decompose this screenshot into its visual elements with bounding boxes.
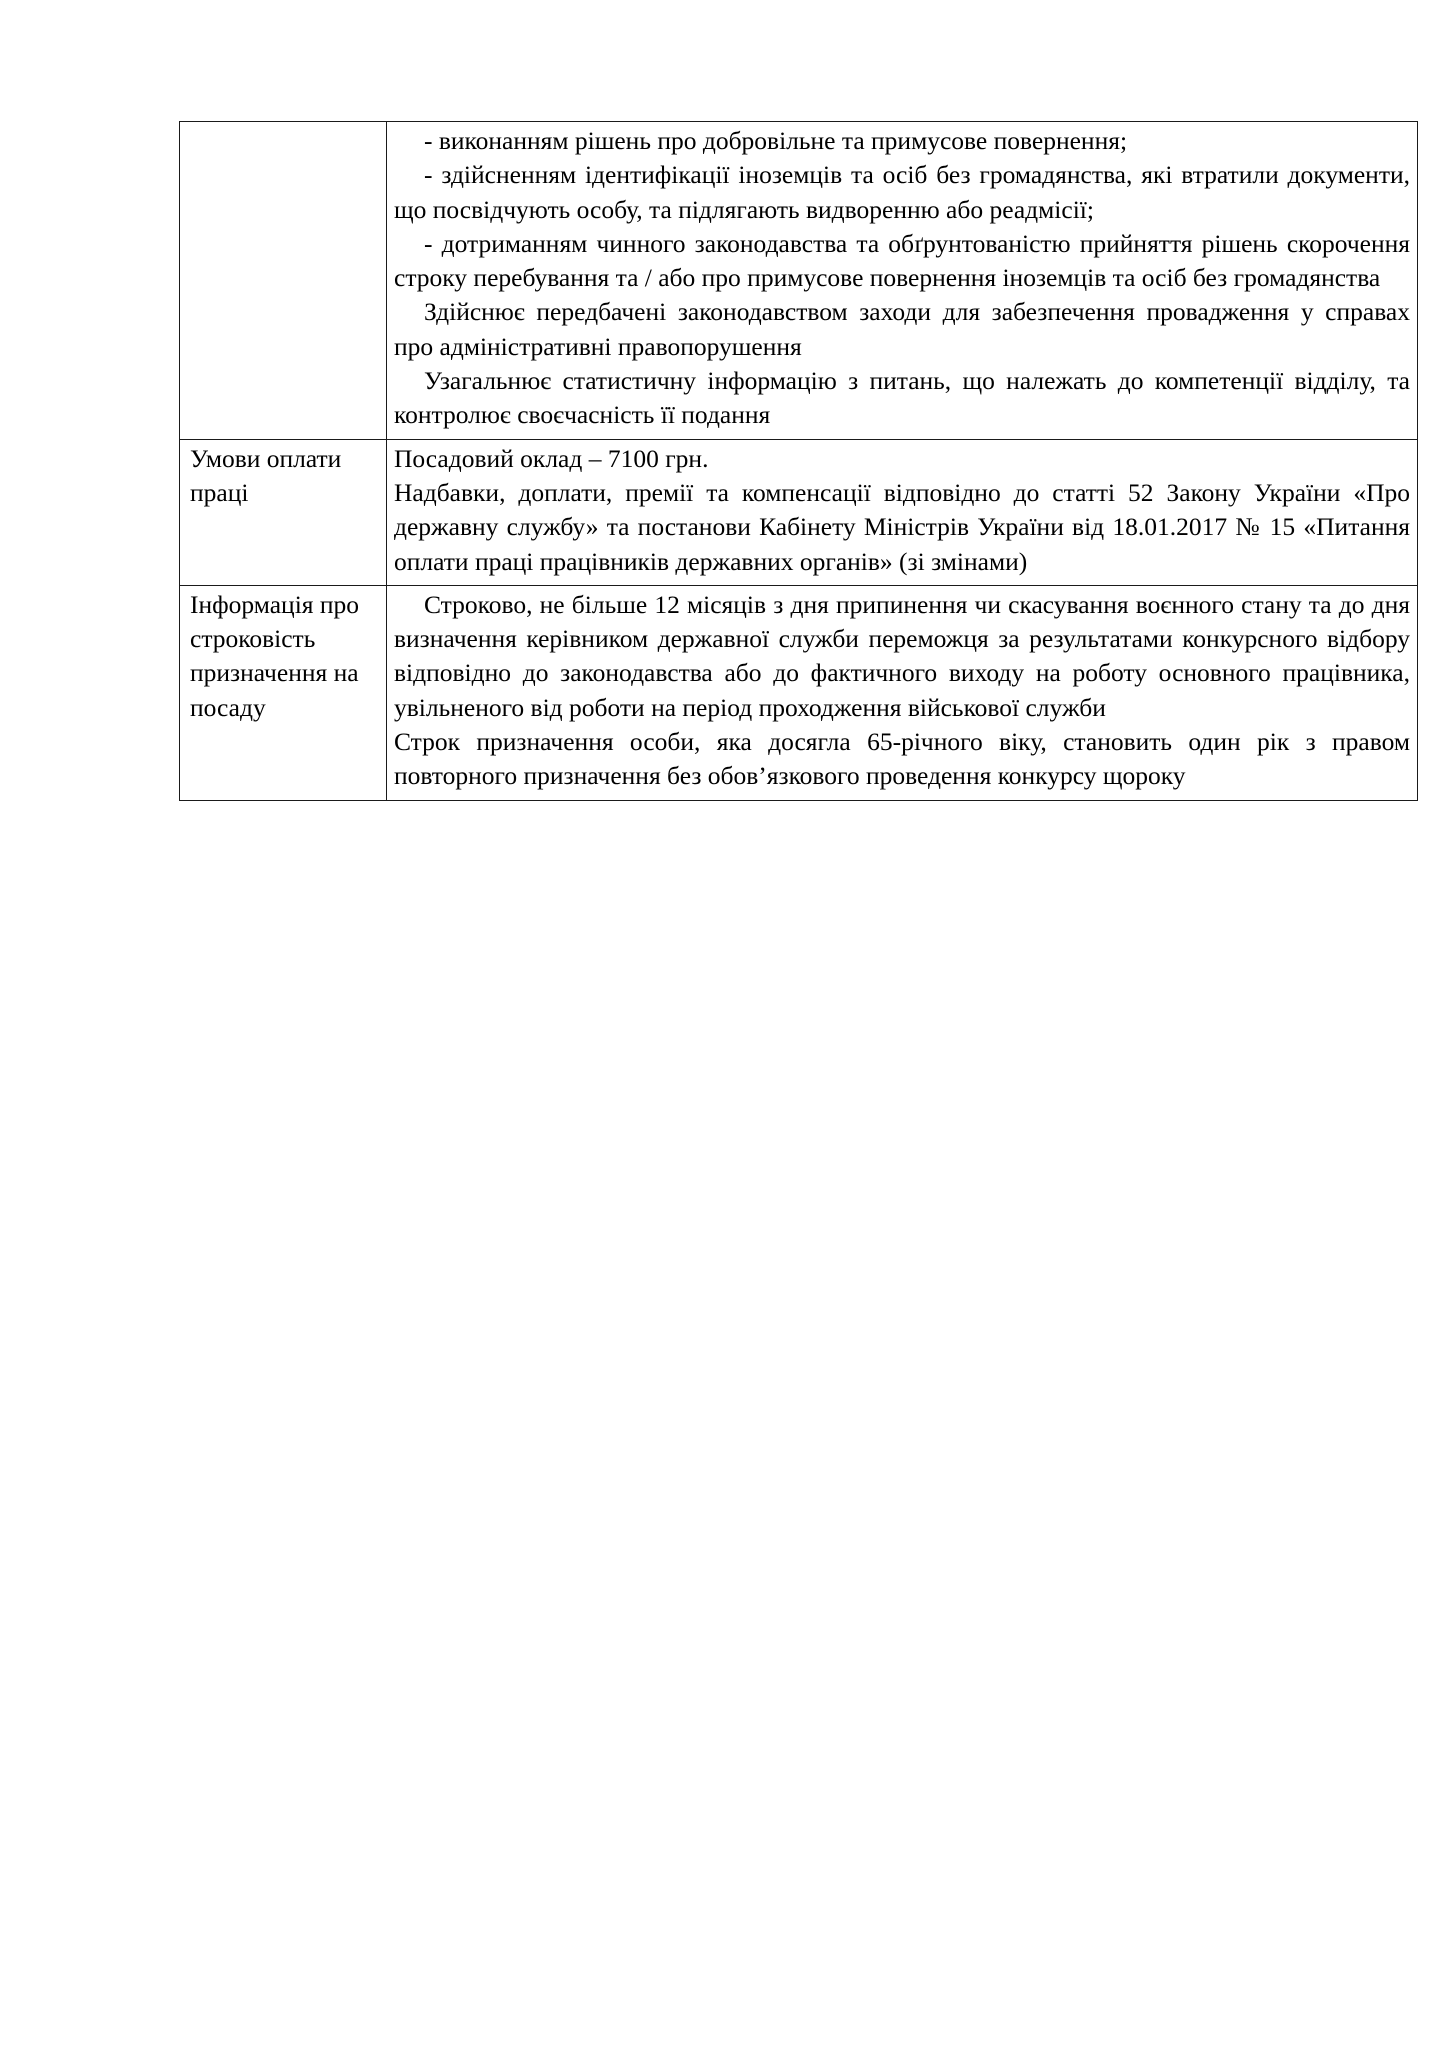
row-content-cell	[387, 585, 1418, 800]
paragraph-term-2: Строк призначення особи, яка досягла 65-річного віку, становить один рік з правом повторного призначення без обов’язкового проведення конкурсу щороку	[394, 727, 1410, 791]
table-body	[180, 122, 1418, 801]
content-block	[394, 442, 1410, 579]
content-block	[394, 588, 1410, 794]
row-label-cell-empty	[180, 122, 387, 440]
paragraph-salary: Посадовий оклад – 7100 грн.	[394, 443, 709, 473]
content-block	[394, 124, 1410, 433]
paragraph-duties-2: - здійсненням ідентифікації іноземців та осіб без громадянства, які втратили документи, що посвідчують особу, та підлягають видворенню або реадмісії;	[394, 160, 1410, 224]
table-row	[180, 585, 1418, 800]
row-label-cell-pay-conditions	[180, 439, 387, 585]
paragraph-duties-5: Узагальнює статистичну інформацію з питань, що належать до компетенції відділу, та контролює своєчасність її подання	[394, 366, 1410, 430]
table-row	[180, 439, 1418, 585]
paragraph-duties-4: Здійснює передбачені законодавством заходи для забезпечення провадження у справах про адміністративні правопорушення	[394, 297, 1410, 361]
paragraph-duties-1: - виконанням рішень про добровільне та примусове повернення;	[424, 126, 1128, 155]
row-content-cell	[387, 122, 1418, 440]
row-label-text: Умови оплати праці	[190, 443, 342, 507]
row-label-cell-term-info	[180, 585, 387, 800]
job-description-table	[179, 121, 1418, 801]
row-content-cell	[387, 439, 1418, 585]
paragraph-term-1: Строково, не більше 12 місяців з дня припинення чи скасування воєнного стану та до дня визначення керівником державної служби переможця за результатами конкурсного відбору відповідно до законодавства або до фактичного виходу на роботу основного працівника, увільненого від роботи на період проходження військової служби	[394, 589, 1410, 722]
table-row	[180, 122, 1418, 440]
paragraph-allowances: Надбавки, доплати, премії та компенсації відповідно до статті 52 Закону України «Про державну службу» та постанови Кабінету Міністрів України від 18.01.2017 № 15 «Питання оплати праці працівників державних органів» (зі змінами)	[394, 477, 1410, 576]
paragraph-duties-3: - дотриманням чинного законодавства та обґрунтованістю прийняття рішень скорочення строку перебування та / або про примусове повернення іноземців та осіб без громадянства	[394, 228, 1410, 293]
row-label-text: Інформація про строковість призначення на посаду	[190, 589, 360, 722]
